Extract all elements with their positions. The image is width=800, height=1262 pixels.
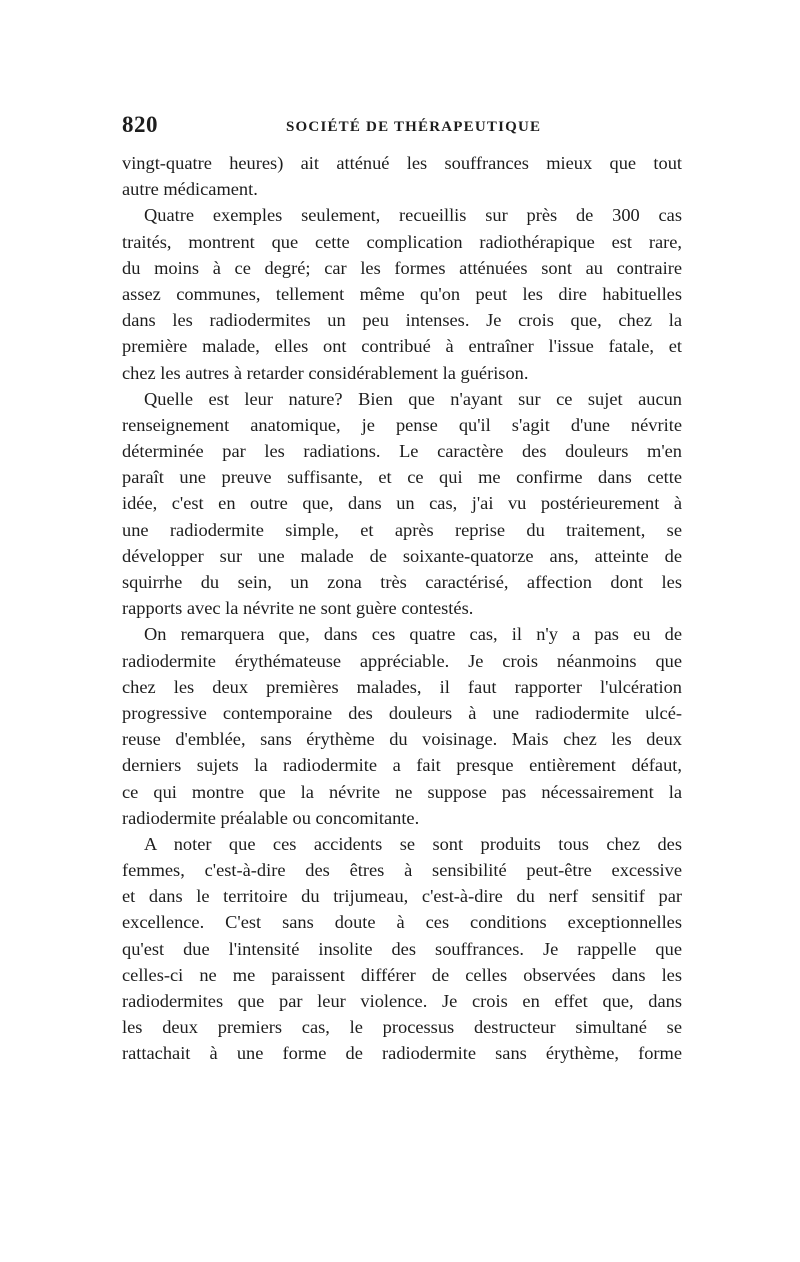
body-text [122, 150, 682, 1067]
paragraph-exemples [122, 202, 682, 385]
text-line: les deux premiers cas, le processus destructeur simultané se [122, 1017, 682, 1038]
running-head [122, 112, 682, 142]
page-number: 820 [122, 112, 158, 137]
text-line: vingt-quatre heures) ait atténué les souffrances mieux que tout [122, 153, 682, 173]
text-line: A noter que ces accidents se sont produits tous chez des [144, 833, 682, 854]
text-line: développer sur une malade de soixante-quatorze ans, atteinte de [122, 545, 682, 566]
text-line: ce qui montre que la névrite ne suppose pas nécessairement la [122, 781, 682, 802]
text-line: une radiodermite simple, et après reprise du traitement, se [122, 519, 682, 540]
text-line: rattachait à une forme de radiodermite sans érythème, forme [122, 1043, 682, 1064]
text-line: première malade, elles ont contribué à entraîner l'issue fatale, et [122, 336, 682, 357]
text-line: chez les deux premières malades, il faut rapporter l'ulcération [122, 676, 682, 697]
text-line: paraît une preuve suffisante, et ce qui me confirme dans cette [122, 467, 682, 488]
text-line: traités, montrent que cette complication radiothérapique est rare, [122, 231, 682, 252]
text-line: assez communes, tellement même qu'on peut les dire habituelles [122, 283, 682, 304]
text-line: derniers sujets la radiodermite a fait presque entièrement défaut, [122, 755, 682, 776]
text-line: autre médicament. [122, 179, 258, 200]
text-line: du moins à ce degré; car les formes atténuées sont au contraire [122, 257, 682, 278]
text-line: rapports avec la névrite ne sont guère contestés. [122, 598, 474, 619]
text-line: progressive contemporaine des douleurs à une radiodermite ulcé- [122, 702, 682, 723]
paragraph-continuation [122, 150, 682, 202]
paragraph-accidents [122, 831, 682, 1067]
text-line: radiodermites que par leur violence. Je crois en effet que, dans [122, 991, 682, 1011]
text-line: et dans le territoire du trijumeau, c'est-à-dire du nerf sensitif par [122, 886, 682, 907]
paragraph-remarque [122, 621, 682, 831]
paragraph-nature [122, 386, 682, 622]
text-line: On remarquera que, dans ces quatre cas, il n'y a pas eu de [144, 624, 682, 645]
text-line: renseignement anatomique, je pense qu'il s'agit d'une névrite [122, 414, 682, 435]
text-line: celles-ci ne me paraissent différer de celles observées dans les [122, 964, 682, 985]
text-line: chez les autres à retarder considérablement la guérison. [122, 362, 529, 383]
text-line: radiodermite érythémateuse appréciable. Je crois néanmoins que [122, 650, 682, 671]
text-line: dans les radiodermites un peu intenses. Je crois que, chez la [122, 310, 682, 331]
text-line: Quelle est leur nature? Bien que n'ayant sur ce sujet aucun [144, 388, 682, 409]
text-line: qu'est due l'intensité insolite des souffrances. Je rappelle que [122, 938, 682, 959]
text-line: reuse d'emblée, sans érythème du voisinage. Mais chez les deux [122, 729, 682, 750]
running-head-title: SOCIÉTÉ DE THÉRAPEUTIQUE [286, 119, 542, 135]
text-line: Quatre exemples seulement, recueillis sur près de 300 cas [144, 205, 682, 226]
text-line: radiodermite préalable ou concomitante. [122, 807, 420, 828]
text-line: squirrhe du sein, un zona très caractérisé, affection dont les [122, 572, 682, 592]
text-line: idée, c'est en outre que, dans un cas, j'ai vu postérieurement à [122, 493, 682, 514]
text-line: déterminée par les radiations. Le caractère des douleurs m'en [122, 441, 682, 462]
text-line: excellence. C'est sans doute à ces conditions exceptionnelles [122, 912, 682, 933]
text-line: femmes, c'est-à-dire des êtres à sensibilité peut-être excessive [122, 860, 682, 881]
